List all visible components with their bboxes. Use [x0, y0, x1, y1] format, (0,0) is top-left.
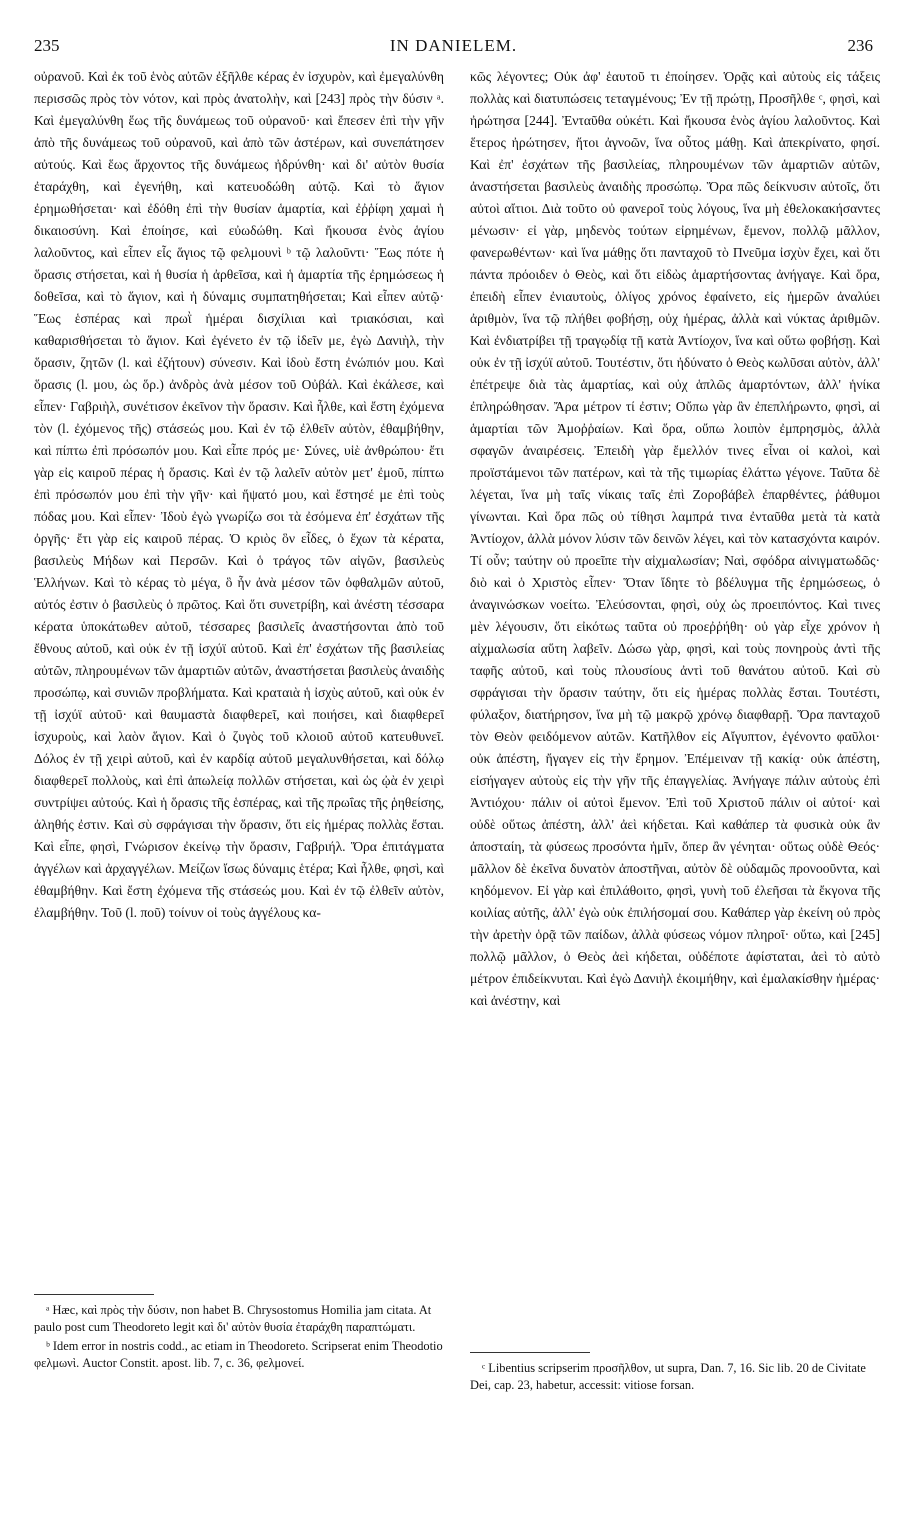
page-number-left: 235 [34, 36, 60, 55]
footnote-c: ᶜ Libentius scripserim προσῆλθον, ut supra, Dan. 7, 16. Sic lib. 20 de Civitate Dei, cap. 23, habetur, accessit: vitiose forsan. [470, 1361, 866, 1392]
left-column [34, 66, 444, 1276]
footnote-a: ᵃ Hæc, καὶ πρὸς τὴν δύσιν, non habet B. Chrysostomus Homilia jam citata. At paulo post cum Theodoreto legit καὶ δι' αὐτὸν θυσία ἐταράχθη παραπτώματι. [34, 1303, 432, 1334]
right-column-text: κῶς λέγοντες; Οὐκ ἀφ' ἑαυτοῦ τι ἐποίησεν. Ὁρᾷς καὶ αὐτοὺς εἰς τάξεις πολλὰς καὶ διατυπώσεις τεταγμένους; Ἐν τῇ πρώτῃ, Προσῆλθε ᶜ, φησὶ, καὶ ἠρώτησα [244]. Ἐνταῦθα οὐκέτι. Καὶ ἤκουσα ἑνὸς ἁγίου λαλοῦντος. Καὶ ἕτερος ἠρώτησεν, ἤτοι ἀγνοῶν, ἵνα οὗτος μάθῃ. Καὶ ἀπεκρίνατο, φησί. Καὶ ἐπ' ἐσχάτων τῆς βασιλείας, πληρουμένων τῶν ἁμαρτιῶν αὐτῶν, ἀναστήσεται βασιλεὺς ἀναιδὴς προσώπῳ. Ὅρα πῶς δείκνυσιν αὐτοῖς, ὅτι αὐτοὶ αἴτιοι. Διὰ τοῦτο οὐ φανεροῖ τοὺς λόγους, ἵνα μὴ ἐθελοκακήσαντες μένωσιν· εἰ γὰρ, μηδενὸς τούτων εἰρημένων, ἔμενον, πολλῷ μᾶλλον, φανερωθέντων· καὶ ἵνα μάθῃς ὅτι πανταχοῦ τὸ Πνεῦμα ἰσχὺν ἔχει, καὶ ὅτι πάντα πρόοιδεν ὁ Θεὸς, καὶ ὅτι εἰδὼς ἁμαρτήσοντας ἀνήγαγε. Καὶ ὅρα, ἐπειδὴ εἶπεν ἐνιαυτοὺς, ὀλίγος χρόνος ἐφαίνετο, εἰς ἡμερῶν ἀναλύει ἀριθμὸν, ἵνα τῷ πλήθει φοβήσῃ, οὐχ ἡμέρας, ἀλλὰ καὶ νύκτας ἀριθμῶν. Καὶ ἐνδιατρίβει τῇ τραγῳδίᾳ τῇ κατὰ Ἀντίοχον, ἵνα καὶ οὕτω φοβήσῃ. Καὶ οὐκ ἐν τῇ ἰσχύϊ αὐτοῦ. Τουτέστιν, ὅτι ἠδύνατο ὁ Θεὸς κωλῦσαι αὐτὸν, ἀλλ' ἐπέτρεψε διὰ τὰς ἁμαρτίας, καὶ οὐχ ἁπλῶς ἁμαρτόντων, ἀλλ' ἡνίκα ἐπληρώθησαν. Ἄρα μέτρον τί ἐστιν; Οὔπω γὰρ ἂν ἐπεπλήρωντο, φησὶ, αἱ ἁμαρτίαι τῶν Ἀμοῤῥαίων. Καὶ ὅρα, οὔπω λοιπὸν ἐμπρησμὸς, ἀλλὰ σφαγῶν ἀναιρέσεις. Ἐπειδὴ γὰρ ἔμελλόν τινες εἶναι οἱ καλοὶ, καὶ προϊστάμενοι τῶν πατέρων, καὶ τὰ τῆς τιμωρίας ἐλάττω γέγονε. Ταῦτα δὲ λέγεται, ἵνα μὴ ταῖς νίκαις ταῖς ἐπὶ Ζοροβάβελ ἐπαρθέντες, ῥάθυμοι γίνωνται. Καὶ ὅρα πῶς οὐ τίθησι λαμπρά τινα ἐνταῦθα μετὰ τὰ κατὰ Ἀντίοχον, ἀλλὰ μόνον λύσιν τῶν δεινῶν λέγει, καὶ τὸν κατασχόντα καιρόν. Τί οὖν; ταύτην οὐ προεῖπε τὴν αἰχμαλωσίαν; Ναὶ, σφόδρα αἰνιγματωδῶς· διὸ καὶ ὁ Χριστὸς εἶπεν· Ὅταν ἴδητε τὸ βδέλυγμα τῆς ἐρημώσεως, ὁ ἀναγινώσκων νοείτω. Ἐλεύσονται, φησὶ, οὐχ ὡς προειπόντος. Καὶ τινες μὲν λέγουσιν, ὅτι εἰκότως ταῦτα οὐ προεῤῥήθη· οὐ γὰρ εἶχε χρόνον ἡ αἰχμαλωσία αὕτη λαβεῖν. Δώσω γὰρ, φησὶ, καὶ τοὺς πονηροὺς ἀντὶ τῆς ταφῆς αὐτοῦ, καὶ τοὺς πλουσίους ἀντὶ τοῦ θανάτου αὐτοῦ. Καὶ σὺ σφράγισαι τὴν ὅρασιν ταύτην, ὅτι εἰς ἡμέρας πολλὰς ἔσται. Τουτέστι, φύλαξον, διατήρησον, ἵνα μὴ τῷ μακρῷ χρόνῳ διαφθαρῇ. Ὅρα πανταχοῦ τὸν Θεὸν φειδόμενον αὐτῶν. Κατῆλθον εἰς Αἴγυπτον, ἐγένοντο φαῦλοι· οὐκ ἀπέστη, ἤγαγεν εἰς τὴν ἔρημον. Ἐπέμειναν τῇ κακίᾳ· οὐκ ἀπέστη, εἰσήγαγεν αὐτοὺς εἰς τὴν γῆν τῆς ἐπαγγελίας. Ἀνήγαγε πάλιν αὐτοὺς ἐπὶ Ἀντιόχου· πάλιν οἱ αὐτοὶ ἔμενον. Ἐπὶ τοῦ Χριστοῦ πάλιν οἱ αὐτοί· καὶ οὐδὲ οὕτως ἀπέστη, ἀλλ' ἀεὶ κήδεται. Καὶ καθάπερ τὰ φυσικὰ οὐκ ἂν ἀποσταίη, τὰ φύσεως προσόντα ἡμῖν, ὅπερ ἂν γένηται· οὕτως οὐδὲ Θεός· μᾶλλον δὲ ἐκεῖνα δυνατὸν ἀποστῆναι, αὐτὸν δὲ οὐδαμῶς προνοοῦντα, καὶ κηδόμενον. Εἰ γὰρ καὶ ἐπιλάθοιτο, φησὶ, γυνὴ τοῦ ἐλεῆσαι τὰ ἔκγονα τῆς κοιλίας αὐτῆς, ἀλλ' ἐγὼ οὐκ ἐπιλήσομαί σου. Καθάπερ γὰρ ἐκείνη οὐ πρὸς τὴν ἀρετὴν ὁρᾷ τῶν παίδων, ἀλλὰ φύσεως νόμον πληροῖ· οὕτω, καὶ [245] πολλῷ μᾶλλον, ὁ Θεὸς ἀεὶ κήδεται, οὐδέποτε ἀφίσταται, ἀεὶ τὸ αὐτὸ μέτρον ἐπιδείκνυται. Καὶ ἐγὼ Δανιὴλ ἐκοιμήθην, καὶ ἐμαλακίσθην ἡμέρας· καὶ ἀνέστην, καὶ [470, 69, 880, 1008]
right-column [470, 66, 880, 1226]
footnotes-right [470, 1360, 880, 1420]
footnote-rule-left [34, 1294, 154, 1295]
running-header [34, 36, 873, 58]
footnote-rule-right [470, 1352, 590, 1353]
footnotes-left [34, 1302, 444, 1412]
footnote-b: ᵇ Idem error in nostris codd., ac etiam in Theodoreto. Scripserat enim Theodotio φελμωνὶ. Auctor Constit. apost. lib. 7, c. 36, φελμονεί. [34, 1339, 443, 1370]
left-column-text: οὐρανοῦ. Καὶ ἐκ τοῦ ἑνὸς αὐτῶν ἐξῆλθε κέρας ἐν ἰσχυρὸν, καὶ ἐμεγαλύνθη περισσῶς πρὸς τὸν νότον, καὶ πρὸς ἀνατολὴν, καὶ [243] πρὸς τὴν δύσιν ᵃ. Καὶ ἐμεγαλύνθη ἕως τῆς δυνάμεως τοῦ οὐρανοῦ· καὶ ἔπεσεν ἐπὶ τὴν γῆν ἀπὸ τῆς δυνάμεως τοῦ οὐρανοῦ, καὶ ἀπὸ τῶν ἀστέρων, καὶ συνεπάτησεν αὐτούς. Καὶ ἕως ἄρχοντος τῆς δυνάμεως ἠδρύνθη· καὶ δι' αὐτὸν θυσία ἐταράχθη, καὶ ἐγενήθη, καὶ κατευοδώθη αὐτῷ. Καὶ τὸ ἅγιον ἐρημωθήσεται· καὶ ἐδόθη ἐπὶ τὴν θυσίαν ἁμαρτία, καὶ ἐῤῥίφη χαμαὶ ἡ δικαιοσύνη. Καὶ ἐποίησε, καὶ εὐωδώθη. Καὶ ἤκουσα ἑνὸς ἁγίου λαλοῦντος, καὶ εἶπεν εἷς ἅγιος τῷ φελμουνὶ ᵇ τῷ λαλοῦντι· Ἕως πότε ἡ ὅρασις στήσεται, καὶ ἡ θυσία ἡ ἀρθεῖσα, καὶ ἡ ἁμαρτία τῆς ἐρημώσεως ἡ δοθεῖσα, καὶ τὸ ἅγιον, καὶ ἡ δύναμις συμπατηθήσεται; Καὶ εἶπεν αὐτῷ· Ἕως ἑσπέρας καὶ πρωῒ ἡμέραι δισχίλιαι καὶ τριακόσιαι, καὶ καθαρισθήσεται τὸ ἅγιον. Καὶ ἐγένετο ἐν τῷ ἰδεῖν με, ἐγὼ Δανιὴλ, τὴν ὅρασιν, ζητῶν (l. καὶ ἐζήτουν) σύνεσιν. Καὶ ἰδοὺ ἔστη ἐνώπιόν μου. Καὶ ὅρασις (l. μου, ὡς ὅρ.) ἀνδρὸς ἀνὰ μέσον τοῦ Οὐβάλ. Καὶ ἐκάλεσε, καὶ εἶπεν· Γαβριὴλ, συνέτισον ἐκεῖνον τὴν ὅρασιν. Καὶ ἦλθε, καὶ ἔστη ἐχόμενα τὸν (l. ἐχόμενος τῆς) στάσεώς μου. Καὶ ἐν τῷ ἐλθεῖν αὐτὸν, ἐθαμβήθην, καὶ πίπτω ἐπὶ πρόσωπόν μου. Καὶ εἶπε πρός με· Σύνες, υἱὲ ἀνθρώπου· ἔτι γὰρ εἰς καιροῦ πέρας ἡ ὅρασις. Καὶ ἐν τῷ λαλεῖν αὐτὸν μετ' ἐμοῦ, πίπτω ἐπὶ πρόσωπόν μου ἐπὶ τὴν γῆν· καὶ ἥψατό μου, καὶ ἔστησέ με ἐπὶ τοὺς πόδας μου. Καὶ εἶπεν· Ἰδοὺ ἐγὼ γνωρίζω σοι τὰ ἐσόμενα ἐπ' ἐσχάτων τῆς ὀργῆς· ἔτι γὰρ εἰς καιροῦ πέρας. Ὁ κριὸς ὃν εἶδες, ὁ ἔχων τὰ κέρατα, βασιλεὺς Μήδων καὶ Περσῶν. Καὶ ὁ τράγος τῶν αἰγῶν, βασιλεὺς Ἑλλήνων. Καὶ τὸ κέρας τὸ μέγα, ὃ ἦν ἀνὰ μέσον τῶν ὀφθαλμῶν αὐτοῦ, αὐτός ἐστιν ὁ βασιλεὺς ὁ πρῶτος. Καὶ ὅτι συνετρίβη, καὶ ἀνέστη τέσσαρα κέρατα ὑποκάτωθεν αὐτοῦ, τέσσαρες βασιλεῖς ἀναστήσονται ἀπὸ τοῦ ἔθνους αὐτοῦ, καὶ οὐκ ἐν τῇ ἰσχύϊ αὐτοῦ. Καὶ ἐπ' ἐσχάτων τῆς βασιλείας αὐτῶν, πληρουμένων τῶν ἁμαρτιῶν αὐτῶν, ἀναστήσεται βασιλεὺς ἀναιδὴς προσώπῳ, καὶ συνιῶν προβλήματα. Καὶ κραταιὰ ἡ ἰσχὺς αὐτοῦ, καὶ οὐκ ἐν τῇ ἰσχύϊ αὐτοῦ· καὶ θαυμαστὰ διαφθερεῖ, καὶ ποιήσει, καὶ διαφθερεῖ ἰσχυροὺς, καὶ λαὸν ἅγιον. Καὶ ὁ ζυγὸς τοῦ κλοιοῦ αὐτοῦ κατευθυνεῖ. Δόλος ἐν τῇ χειρὶ αὐτοῦ, καὶ ἐν καρδίᾳ αὐτοῦ μεγαλυνθήσεται, καὶ δόλῳ διαφθερεῖ πολλοὺς, καὶ ἐπὶ ἀπωλείᾳ πολλῶν στήσεται, καὶ ὡς ᾠὰ ἐν χειρὶ συντρίψει αὐτούς. Καὶ ἡ ὅρασις τῆς ἑσπέρας, καὶ τῆς πρωΐας τῆς ῥηθείσης, ἀληθής ἐστιν. Καὶ σὺ σφράγισαι τὴν ὅρασιν, ὅτι εἰς ἡμέρας πολλὰς ἔσται. Καὶ εἶπε, φησὶ, Γνώρισον ἐκείνῳ τὴν ὅρασιν, Γαβριήλ. Ὅρα ἐπιτάγματα ἀγγέλων καὶ ἀρχαγγέλων. Μείζων ἴσως δύναμις ἑτέρα; Καὶ ἦλθε, φησὶ, καὶ ἐθαμβήθην. Καὶ ἔστη ἐχόμενα τῆς στάσεώς μου. Καὶ ἐν τῷ ἐλθεῖν αὐτὸν, ἐλαμβήθην. Τοῦ (l. ποῦ) τοίνυν οἱ τοὺς ἀγγέλους κα- [34, 69, 444, 920]
running-title: IN DANIELEM. [389, 36, 518, 55]
page-number-right: 236 [847, 36, 873, 55]
